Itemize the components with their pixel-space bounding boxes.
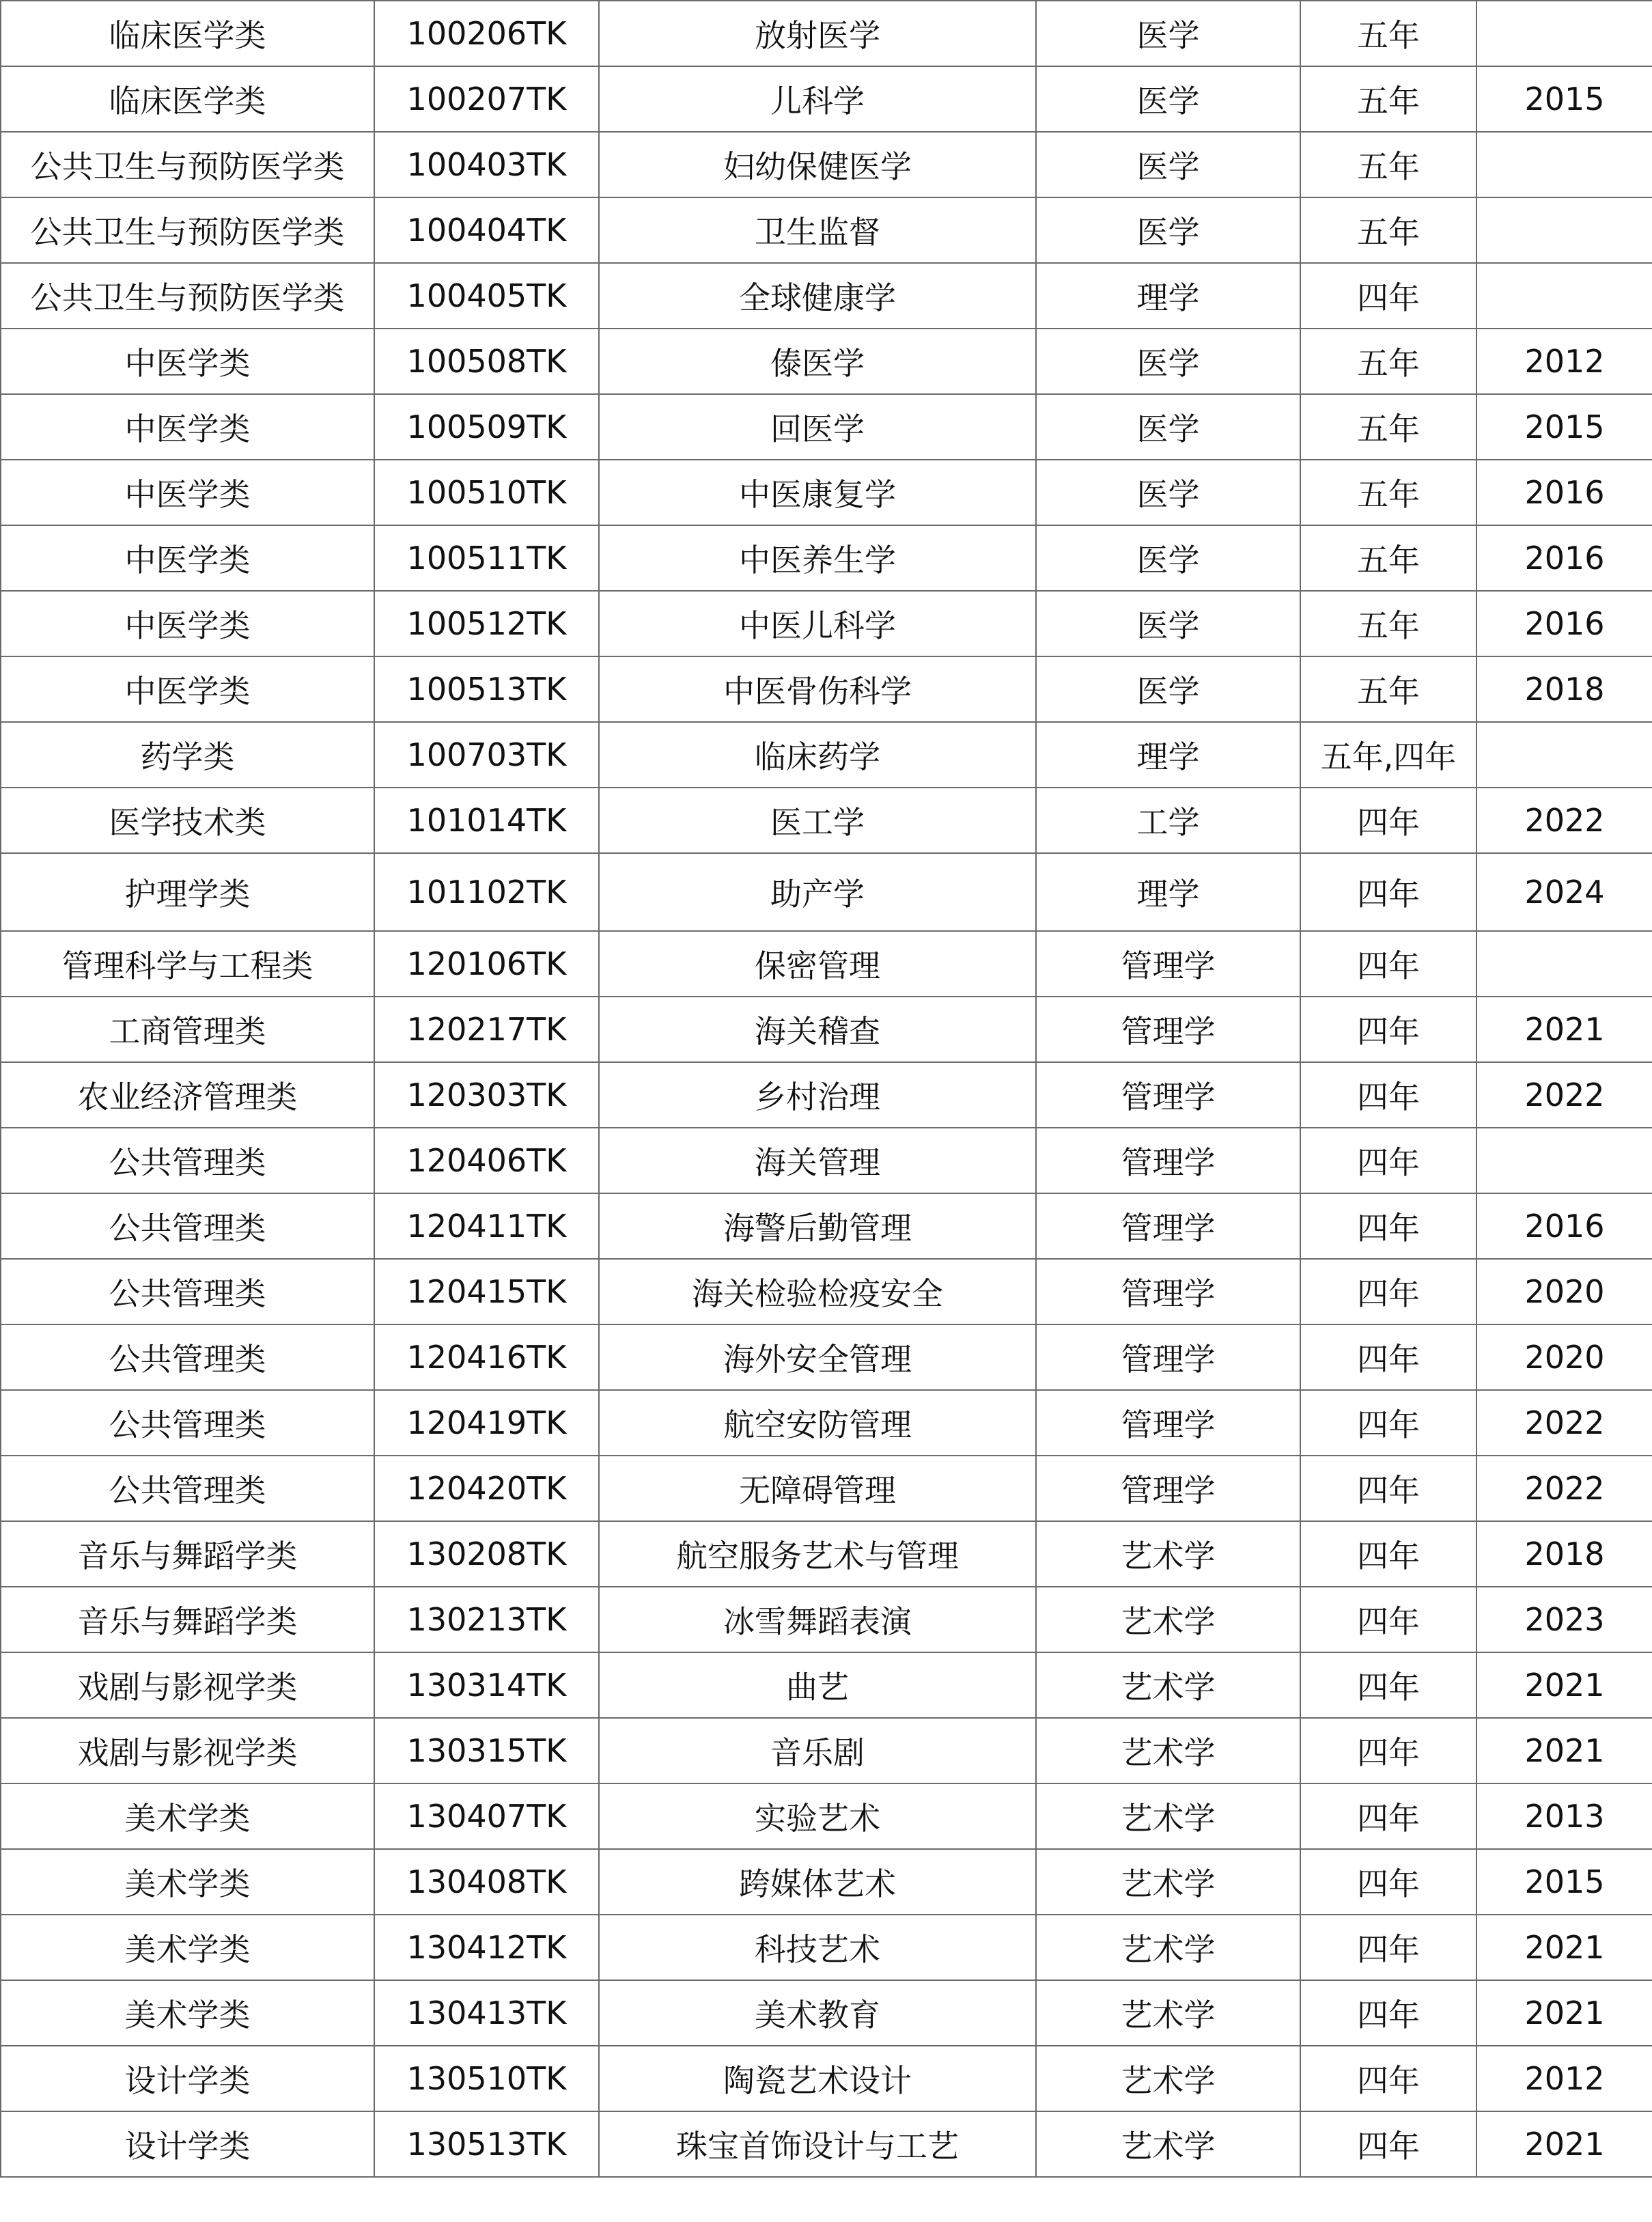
major-name-cell: 海关检验检疫安全 — [599, 1259, 1036, 1324]
year-cell: 2022 — [1476, 1062, 1652, 1128]
duration-cell: 四年 — [1300, 263, 1476, 329]
degree-cell: 管理学 — [1036, 1259, 1300, 1324]
category-cell: 工商管理类 — [1, 997, 374, 1062]
major-name-cell: 冰雪舞蹈表演 — [599, 1587, 1036, 1652]
duration-cell: 五年 — [1300, 132, 1476, 197]
year-cell — [1476, 1128, 1652, 1193]
degree-cell: 艺术学 — [1036, 2111, 1300, 2177]
code-cell: 100405TK — [374, 263, 599, 329]
major-name-cell: 乡村治理 — [599, 1062, 1036, 1128]
duration-cell: 五年 — [1300, 460, 1476, 525]
category-cell: 临床医学类 — [1, 66, 374, 132]
category-cell: 公共管理类 — [1, 1324, 374, 1390]
degree-cell: 艺术学 — [1036, 2046, 1300, 2111]
table-row — [1, 394, 1652, 460]
degree-cell: 艺术学 — [1036, 1587, 1300, 1652]
year-cell: 2020 — [1476, 1324, 1652, 1390]
code-cell: 100508TK — [374, 329, 599, 394]
degree-cell: 艺术学 — [1036, 1980, 1300, 2046]
duration-cell: 四年 — [1300, 788, 1476, 853]
category-cell: 设计学类 — [1, 2046, 374, 2111]
code-cell: 100510TK — [374, 460, 599, 525]
degree-cell: 艺术学 — [1036, 1849, 1300, 1915]
degree-cell: 医学 — [1036, 394, 1300, 460]
code-cell: 120217TK — [374, 997, 599, 1062]
code-cell: 100512TK — [374, 591, 599, 656]
duration-cell: 四年 — [1300, 1062, 1476, 1128]
year-cell: 2013 — [1476, 1783, 1652, 1849]
major-name-cell: 医工学 — [599, 788, 1036, 853]
table-row — [1, 460, 1652, 525]
major-name-cell: 美术教育 — [599, 1980, 1036, 2046]
duration-cell: 四年 — [1300, 1849, 1476, 1915]
degree-cell: 管理学 — [1036, 997, 1300, 1062]
degree-cell: 艺术学 — [1036, 1915, 1300, 1980]
duration-cell: 五年 — [1300, 525, 1476, 591]
major-name-cell: 海关管理 — [599, 1128, 1036, 1193]
category-cell: 中医学类 — [1, 525, 374, 591]
degree-cell: 医学 — [1036, 132, 1300, 197]
year-cell: 2012 — [1476, 2046, 1652, 2111]
degree-cell: 管理学 — [1036, 1456, 1300, 1521]
category-cell: 公共管理类 — [1, 1390, 374, 1456]
table-row — [1, 525, 1652, 591]
code-cell: 120303TK — [374, 1062, 599, 1128]
code-cell: 100206TK — [374, 1, 599, 66]
duration-cell: 五年 — [1300, 329, 1476, 394]
duration-cell: 四年 — [1300, 1980, 1476, 2046]
year-cell: 2015 — [1476, 66, 1652, 132]
major-name-cell: 陶瓷艺术设计 — [599, 2046, 1036, 2111]
major-name-cell: 回医学 — [599, 394, 1036, 460]
duration-cell: 四年 — [1300, 1193, 1476, 1259]
major-name-cell: 妇幼保健医学 — [599, 132, 1036, 197]
duration-cell: 四年 — [1300, 1652, 1476, 1718]
code-cell: 130407TK — [374, 1783, 599, 1849]
year-cell: 2021 — [1476, 1718, 1652, 1783]
category-cell: 公共卫生与预防医学类 — [1, 197, 374, 263]
code-cell: 120419TK — [374, 1390, 599, 1456]
code-cell: 130510TK — [374, 2046, 599, 2111]
table-row — [1, 1849, 1652, 1915]
duration-cell: 四年 — [1300, 1783, 1476, 1849]
degree-cell: 艺术学 — [1036, 1783, 1300, 1849]
table-row — [1, 1193, 1652, 1259]
table-row — [1, 1915, 1652, 1980]
major-name-cell: 临床药学 — [599, 722, 1036, 788]
category-cell: 公共卫生与预防医学类 — [1, 132, 374, 197]
table-row — [1, 1980, 1652, 2046]
degree-cell: 管理学 — [1036, 1062, 1300, 1128]
table-row — [1, 1324, 1652, 1390]
category-cell: 设计学类 — [1, 2111, 374, 2177]
code-cell: 100404TK — [374, 197, 599, 263]
table-row — [1, 1128, 1652, 1193]
table-row — [1, 1587, 1652, 1652]
category-cell: 中医学类 — [1, 460, 374, 525]
degree-cell: 理学 — [1036, 853, 1300, 931]
year-cell: 2022 — [1476, 1390, 1652, 1456]
major-name-cell: 航空服务艺术与管理 — [599, 1521, 1036, 1587]
major-name-cell: 科技艺术 — [599, 1915, 1036, 1980]
degree-cell: 艺术学 — [1036, 1652, 1300, 1718]
code-cell: 100509TK — [374, 394, 599, 460]
category-cell: 中医学类 — [1, 329, 374, 394]
category-cell: 音乐与舞蹈学类 — [1, 1521, 374, 1587]
duration-cell: 五年 — [1300, 1, 1476, 66]
year-cell — [1476, 1, 1652, 66]
duration-cell: 四年 — [1300, 853, 1476, 931]
table-row — [1, 853, 1652, 931]
code-cell: 130315TK — [374, 1718, 599, 1783]
major-name-cell: 全球健康学 — [599, 263, 1036, 329]
degree-cell: 医学 — [1036, 591, 1300, 656]
category-cell: 公共管理类 — [1, 1259, 374, 1324]
category-cell: 中医学类 — [1, 394, 374, 460]
table-row — [1, 1, 1652, 66]
code-cell: 120106TK — [374, 931, 599, 997]
table-row — [1, 132, 1652, 197]
major-name-cell: 海警后勤管理 — [599, 1193, 1036, 1259]
year-cell — [1476, 722, 1652, 788]
degree-cell: 医学 — [1036, 525, 1300, 591]
table-row — [1, 1783, 1652, 1849]
table-row — [1, 656, 1652, 722]
year-cell — [1476, 132, 1652, 197]
code-cell: 100207TK — [374, 66, 599, 132]
year-cell: 2015 — [1476, 1849, 1652, 1915]
table-row — [1, 788, 1652, 853]
major-name-cell: 音乐剧 — [599, 1718, 1036, 1783]
degree-cell: 医学 — [1036, 656, 1300, 722]
year-cell: 2022 — [1476, 1456, 1652, 1521]
code-cell: 100403TK — [374, 132, 599, 197]
code-cell: 120420TK — [374, 1456, 599, 1521]
category-cell: 护理学类 — [1, 853, 374, 931]
category-cell: 管理科学与工程类 — [1, 931, 374, 997]
year-cell — [1476, 931, 1652, 997]
year-cell: 2021 — [1476, 1980, 1652, 2046]
duration-cell: 四年 — [1300, 2046, 1476, 2111]
year-cell: 2016 — [1476, 460, 1652, 525]
category-cell: 公共管理类 — [1, 1456, 374, 1521]
duration-cell: 五年 — [1300, 656, 1476, 722]
year-cell: 2012 — [1476, 329, 1652, 394]
code-cell: 130213TK — [374, 1587, 599, 1652]
category-cell: 美术学类 — [1, 1980, 374, 2046]
degree-cell: 艺术学 — [1036, 1521, 1300, 1587]
degree-cell: 管理学 — [1036, 1193, 1300, 1259]
category-cell: 公共管理类 — [1, 1128, 374, 1193]
code-cell: 101014TK — [374, 788, 599, 853]
major-name-cell: 航空安防管理 — [599, 1390, 1036, 1456]
year-cell: 2015 — [1476, 394, 1652, 460]
table-row — [1, 1390, 1652, 1456]
year-cell — [1476, 197, 1652, 263]
duration-cell: 五年,四年 — [1300, 722, 1476, 788]
major-name-cell: 无障碍管理 — [599, 1456, 1036, 1521]
major-name-cell: 珠宝首饰设计与工艺 — [599, 2111, 1036, 2177]
year-cell: 2022 — [1476, 788, 1652, 853]
duration-cell: 四年 — [1300, 1521, 1476, 1587]
category-cell: 中医学类 — [1, 591, 374, 656]
category-cell: 音乐与舞蹈学类 — [1, 1587, 374, 1652]
year-cell: 2024 — [1476, 853, 1652, 931]
category-cell: 公共管理类 — [1, 1193, 374, 1259]
year-cell: 2021 — [1476, 1652, 1652, 1718]
code-cell: 130412TK — [374, 1915, 599, 1980]
category-cell: 戏剧与影视学类 — [1, 1652, 374, 1718]
category-cell: 美术学类 — [1, 1783, 374, 1849]
table-row — [1, 329, 1652, 394]
major-name-cell: 卫生监督 — [599, 197, 1036, 263]
year-cell: 2020 — [1476, 1259, 1652, 1324]
table-row — [1, 263, 1652, 329]
major-name-cell: 中医养生学 — [599, 525, 1036, 591]
duration-cell: 四年 — [1300, 1259, 1476, 1324]
major-name-cell: 中医骨伤科学 — [599, 656, 1036, 722]
degree-cell: 医学 — [1036, 66, 1300, 132]
degree-cell: 管理学 — [1036, 1128, 1300, 1193]
code-cell: 100513TK — [374, 656, 599, 722]
category-cell: 公共卫生与预防医学类 — [1, 263, 374, 329]
table-row — [1, 1652, 1652, 1718]
year-cell: 2016 — [1476, 525, 1652, 591]
category-cell: 美术学类 — [1, 1915, 374, 1980]
degree-cell: 管理学 — [1036, 931, 1300, 997]
category-cell: 中医学类 — [1, 656, 374, 722]
degree-cell: 医学 — [1036, 329, 1300, 394]
code-cell: 100511TK — [374, 525, 599, 591]
year-cell: 2021 — [1476, 997, 1652, 1062]
majors-table-body — [1, 1, 1652, 2177]
major-name-cell: 曲艺 — [599, 1652, 1036, 1718]
table-row — [1, 1521, 1652, 1587]
major-name-cell: 傣医学 — [599, 329, 1036, 394]
table-row — [1, 2046, 1652, 2111]
category-cell: 美术学类 — [1, 1849, 374, 1915]
degree-cell: 理学 — [1036, 722, 1300, 788]
major-name-cell: 实验艺术 — [599, 1783, 1036, 1849]
duration-cell: 四年 — [1300, 1324, 1476, 1390]
degree-cell: 医学 — [1036, 460, 1300, 525]
duration-cell: 五年 — [1300, 394, 1476, 460]
year-cell: 2023 — [1476, 1587, 1652, 1652]
table-row — [1, 1062, 1652, 1128]
code-cell: 120411TK — [374, 1193, 599, 1259]
category-cell: 戏剧与影视学类 — [1, 1718, 374, 1783]
table-row — [1, 66, 1652, 132]
duration-cell: 四年 — [1300, 2111, 1476, 2177]
degree-cell: 医学 — [1036, 1, 1300, 66]
table-row — [1, 197, 1652, 263]
major-name-cell: 保密管理 — [599, 931, 1036, 997]
table-row — [1, 997, 1652, 1062]
year-cell: 2016 — [1476, 1193, 1652, 1259]
degree-cell: 医学 — [1036, 197, 1300, 263]
category-cell: 临床医学类 — [1, 1, 374, 66]
duration-cell: 五年 — [1300, 66, 1476, 132]
code-cell: 130413TK — [374, 1980, 599, 2046]
major-name-cell: 海外安全管理 — [599, 1324, 1036, 1390]
table-row — [1, 1259, 1652, 1324]
code-cell: 120416TK — [374, 1324, 599, 1390]
category-cell: 农业经济管理类 — [1, 1062, 374, 1128]
code-cell: 130208TK — [374, 1521, 599, 1587]
major-name-cell: 中医康复学 — [599, 460, 1036, 525]
code-cell: 120415TK — [374, 1259, 599, 1324]
duration-cell: 四年 — [1300, 1456, 1476, 1521]
table-row — [1, 591, 1652, 656]
major-name-cell: 助产学 — [599, 853, 1036, 931]
table-row — [1, 1456, 1652, 1521]
year-cell: 2018 — [1476, 656, 1652, 722]
duration-cell: 四年 — [1300, 1587, 1476, 1652]
degree-cell: 管理学 — [1036, 1390, 1300, 1456]
duration-cell: 四年 — [1300, 1390, 1476, 1456]
table-row — [1, 2111, 1652, 2177]
degree-cell: 理学 — [1036, 263, 1300, 329]
table-row — [1, 931, 1652, 997]
major-name-cell: 放射医学 — [599, 1, 1036, 66]
major-name-cell: 中医儿科学 — [599, 591, 1036, 656]
code-cell: 101102TK — [374, 853, 599, 931]
duration-cell: 五年 — [1300, 197, 1476, 263]
code-cell: 130408TK — [374, 1849, 599, 1915]
duration-cell: 四年 — [1300, 1915, 1476, 1980]
year-cell: 2021 — [1476, 2111, 1652, 2177]
table-row — [1, 1718, 1652, 1783]
degree-cell: 艺术学 — [1036, 1718, 1300, 1783]
major-name-cell: 海关稽查 — [599, 997, 1036, 1062]
duration-cell: 四年 — [1300, 1718, 1476, 1783]
table-row — [1, 722, 1652, 788]
duration-cell: 四年 — [1300, 931, 1476, 997]
category-cell: 医学技术类 — [1, 788, 374, 853]
duration-cell: 四年 — [1300, 997, 1476, 1062]
code-cell: 120406TK — [374, 1128, 599, 1193]
code-cell: 130314TK — [374, 1652, 599, 1718]
major-name-cell: 儿科学 — [599, 66, 1036, 132]
category-cell: 药学类 — [1, 722, 374, 788]
degree-cell: 管理学 — [1036, 1324, 1300, 1390]
major-name-cell: 跨媒体艺术 — [599, 1849, 1036, 1915]
code-cell: 130513TK — [374, 2111, 599, 2177]
code-cell: 100703TK — [374, 722, 599, 788]
year-cell: 2016 — [1476, 591, 1652, 656]
year-cell — [1476, 263, 1652, 329]
year-cell: 2018 — [1476, 1521, 1652, 1587]
degree-cell: 工学 — [1036, 788, 1300, 853]
duration-cell: 四年 — [1300, 1128, 1476, 1193]
year-cell: 2021 — [1476, 1915, 1652, 1980]
duration-cell: 五年 — [1300, 591, 1476, 656]
